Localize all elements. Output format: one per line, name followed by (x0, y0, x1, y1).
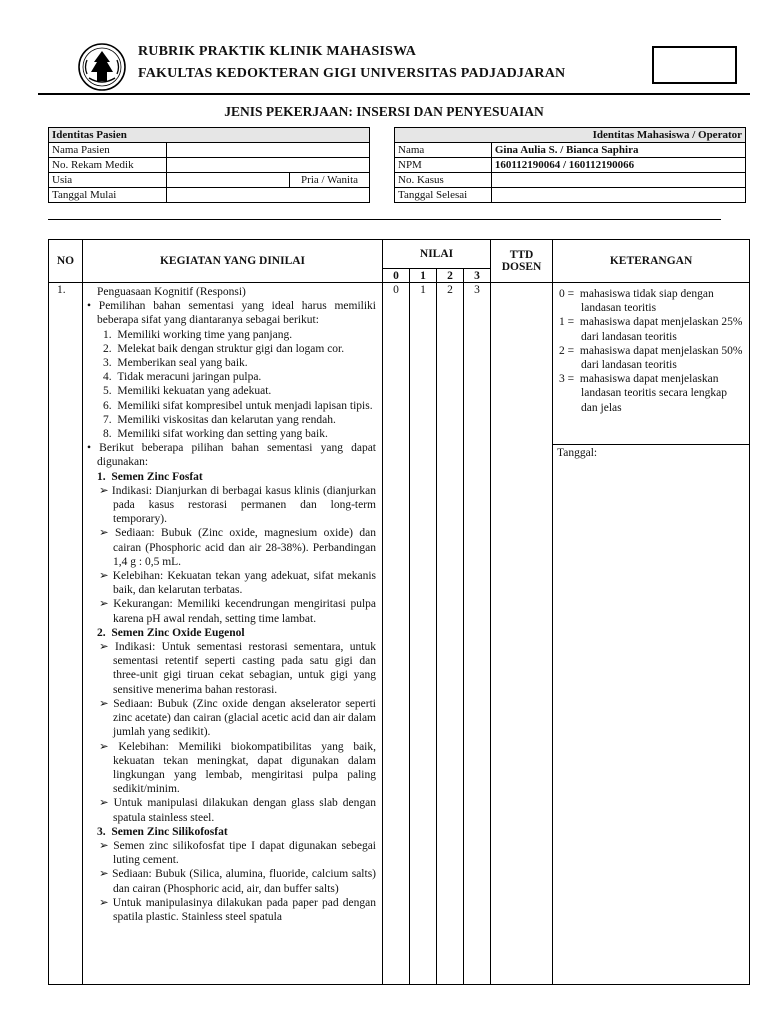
silikofosfat-item: ➢ Untuk manipulasinya dilakukan pada paper pad dengan spatila plastic. Stainless steel spatula (99, 896, 376, 923)
form-code-box (652, 46, 737, 84)
end-date-field[interactable] (491, 188, 745, 203)
zoe-item: ➢ Kelebihan: Memiliki biokompatibilitas yang baik, kekuatan tekan meningkat, dapat digunakan dalam lingkungan yang lembab, mengiritasi pulpa paling sedikit/minim. (99, 740, 376, 796)
sifat-item: 6. Memiliki sifat kompresibel untuk menjadi lapisan tipis. (103, 399, 373, 412)
zinc-fosfat-item: ➢ Kelebihan: Kekuatan tekan yang adekuat, sifat mekanis baik, dan kelarutan terbatas. (99, 570, 376, 597)
zoe-item: ➢ Indikasi: Untuk sementasi restorasi sementara, untuk sementasi retentif seperti casting pada satu gigi dan three-unit gigi tiruan cekat sebagian, untuk gigi yang sensitive menerima bahan restorasi. (99, 641, 376, 696)
patient-name-field[interactable] (166, 143, 369, 158)
zinc-fosfat-item: ➢ Kekurangan: Memiliki kecendrungan mengiritasi pulpa karena pH awal rendah, setting time lambat. (99, 598, 376, 625)
student-identity-header: Identitas Mahasiswa / Operator (395, 128, 746, 143)
subheading-silikofosfat: 3. Semen Zinc Silikofosfat (97, 825, 228, 838)
zoe-item: ➢ Sediaan: Bubuk (Zinc oxide dengan akselerator seperti zinc acetate) dan cairan (glacial acetic acid dan air dalam jumlah yang sedikit). (99, 697, 376, 739)
kegiatan-content (83, 283, 383, 985)
zinc-fosfat-item: ➢ Indikasi: Dianjurkan di berbagai kasus klinis (dianjurkan pada kasus restorasi permanen dan long-term temporary). (99, 484, 376, 526)
col-header-ttd: TTD DOSEN (491, 240, 553, 283)
row-title: Penguasaan Kognitif (Responsi) (97, 286, 246, 298)
silikofosfat-item: ➢ Sediaan: Bubuk (Silica, alumina, fluoride, calcium salts) dan cairan (Phosphoric acid, air, dan buffer salts) (99, 868, 376, 895)
start-date-field[interactable] (166, 188, 369, 203)
zinc-fosfat-item: ➢ Sediaan: Bubuk (Zinc oxide, magnesium oxide) dan cairan (Phosphoric acid dan air 28-38%). Perbandingan 1,4 g : 0,5 mL. (99, 527, 376, 568)
npm-label: NPM (395, 158, 492, 173)
header-title-line2: FAKULTAS KEDOKTERAN GIGI UNIVERSITAS PADJADJARAN (138, 66, 566, 81)
col-header-no: NO (49, 240, 83, 283)
jenis-pekerjaan-title: JENIS PEKERJAAN: INSERSI DAN PENYESUAIAN (224, 104, 544, 119)
legend-item-3: 3 = mahasiswa dapat menjelaskan landasan teoritis secara lengkap dan jelas (559, 373, 727, 414)
sifat-item: 3. Memberikan seal yang baik. (103, 357, 248, 370)
col-header-nilai: NILAI (383, 240, 491, 269)
case-number-label: No. Kasus (395, 173, 492, 188)
student-name-value[interactable]: Gina Aulia S. / Bianca Saphira (491, 143, 745, 158)
npm-value[interactable]: 160112190064 / 160112190066 (491, 158, 745, 173)
medical-record-field[interactable] (166, 158, 369, 173)
score-option-1[interactable]: 1 (410, 283, 437, 985)
subheading-zinc-fosfat: 1. Semen Zinc Fosfat (97, 470, 203, 483)
student-name-label: Nama (395, 143, 492, 158)
student-identity-table (394, 127, 746, 203)
subheading-zoe: 2. Semen Zinc Oxide Eugenol (97, 626, 245, 639)
silikofosfat-item: ➢ Semen zinc silikofosfat tipe I dapat digunakan sebegai luting cement. (99, 839, 376, 867)
tanggal-label: Tanggal: (557, 447, 598, 459)
sifat-item: 2. Melekat baik dengan struktur gigi dan logam cor. (103, 342, 345, 355)
start-date-label: Tanggal Mulai (49, 188, 167, 203)
section-divider (48, 219, 721, 220)
case-number-field[interactable] (491, 173, 745, 188)
score-header-2: 2 (437, 269, 464, 283)
col-header-kegiatan: KEGIATAN YANG DINILAI (83, 240, 383, 283)
sifat-item: 4. Tidak meracuni jaringan pulpa. (103, 371, 262, 384)
legend-item-2: 2 = mahasiswa dapat menjelaskan 50% dari landasan teoritis (559, 344, 743, 372)
medical-record-label: No. Rekam Medik (49, 158, 167, 173)
patient-identity-table (48, 127, 370, 203)
gender-option[interactable]: Pria / Wanita (290, 173, 370, 188)
age-field[interactable] (166, 173, 289, 188)
age-label: Usia (49, 173, 167, 188)
header-title-line1: RUBRIK PRAKTIK KLINIK MAHASISWA (138, 44, 417, 59)
zoe-item: ➢ Untuk manipulasi dilakukan dengan glass slab dengan spatula stainless steel. (99, 797, 376, 824)
legend-item-1: 1 = mahasiswa dapat menjelaskan 25% dari landasan teoritis (559, 316, 743, 343)
header-rule (38, 93, 750, 95)
sifat-item: 5. Memiliki kekuatan yang adekuat. (103, 385, 272, 398)
legend-item-0: 0 = mahasiswa tidak siap dengan landasan teoritis (559, 288, 714, 315)
end-date-label: Tanggal Selesai (395, 188, 492, 203)
score-option-3[interactable]: 3 (464, 283, 491, 985)
ttd-dosen-cell[interactable] (491, 283, 553, 985)
score-header-3: 3 (464, 269, 491, 283)
score-option-2[interactable]: 2 (437, 283, 464, 985)
score-header-1: 1 (410, 269, 437, 283)
rubric-table (48, 239, 750, 985)
row-number: 1. (49, 283, 83, 985)
sifat-item: 8. Memiliki sifat working dan setting yang baik. (103, 428, 328, 441)
patient-identity-header: Identitas Pasien (49, 128, 370, 143)
bullet-pilihan: • Berikut beberapa pilihan bahan sementasi yang dapat digunakan: (87, 442, 376, 469)
patient-name-label: Nama Pasien (49, 143, 167, 158)
sifat-item: 1. Memiliki working time yang panjang. (103, 328, 293, 341)
score-option-0[interactable]: 0 (383, 283, 410, 985)
university-seal-logo (77, 42, 127, 92)
bullet-sifat: • Pemilihan bahan sementasi yang ideal harus memiliki beberapa sifat yang diantaranya sebagai berikut: (87, 300, 376, 327)
score-header-0: 0 (383, 269, 410, 283)
col-header-keterangan: KETERANGAN (553, 240, 750, 283)
tanggal-cell[interactable] (553, 445, 750, 985)
keterangan-legend (553, 283, 750, 445)
sifat-item: 7. Memiliki viskositas dan kelarutan yang rendah. (103, 413, 336, 426)
